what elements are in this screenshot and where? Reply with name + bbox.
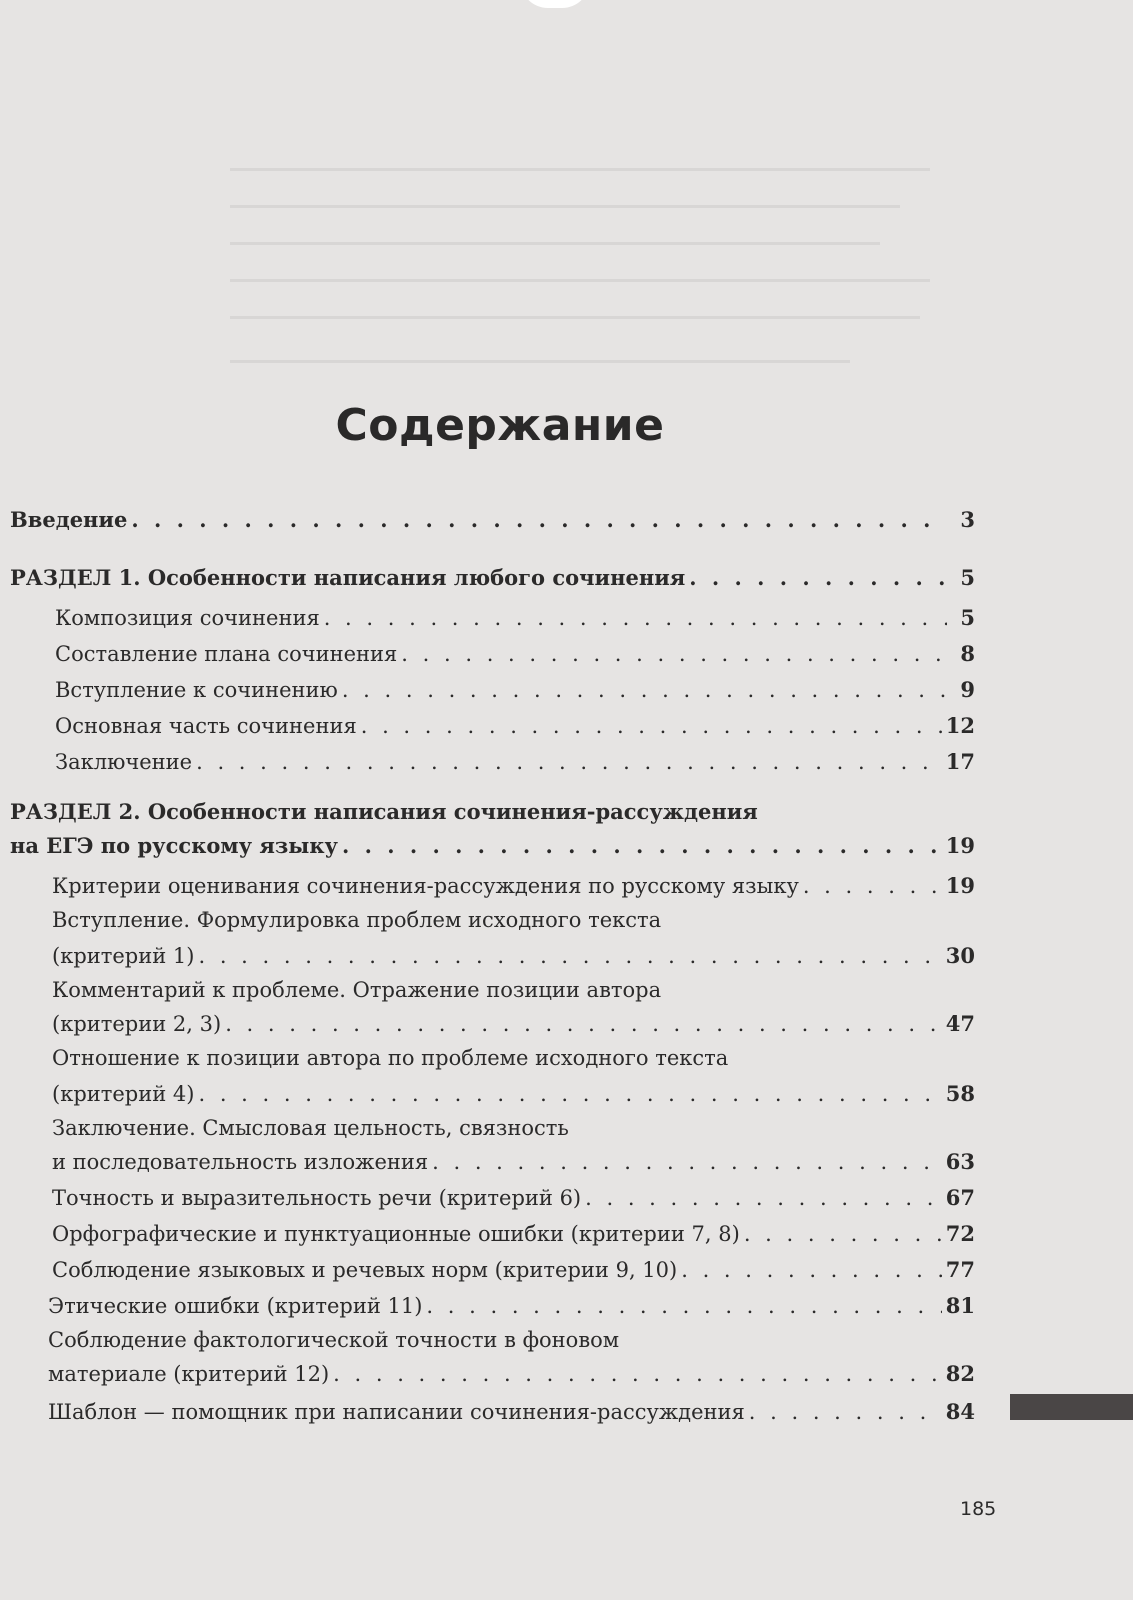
- toc-entry: [52, 1186, 975, 1210]
- dot-leader: [225, 1012, 942, 1036]
- toc-entry-first-line: Соблюдение фактологической точности в фоновом: [48, 1328, 620, 1352]
- toc-entry-first-line: Отношение к позиции автора по проблеме исходного текста: [52, 1046, 729, 1070]
- toc-entry: [48, 1400, 975, 1424]
- toc-entry-title: Составление плана сочинения: [55, 642, 398, 666]
- toc-entry-page: 19: [945, 833, 975, 858]
- toc-entry: [52, 1258, 975, 1282]
- dot-leader: [324, 606, 947, 630]
- toc-entry-page: 58: [945, 1081, 975, 1106]
- toc-entry-page: 5: [960, 565, 975, 590]
- toc-entry: [55, 714, 975, 738]
- toc-entry-page: 81: [945, 1293, 975, 1318]
- toc-entry-title: (критерии 2, 3): [52, 1012, 222, 1036]
- toc-entry-page: 12: [945, 713, 975, 738]
- page-number: 185: [960, 1498, 997, 1520]
- toc-entry: [52, 1012, 975, 1036]
- toc-entry-title: Критерии оценивания сочинения-рассуждения по русскому языку: [52, 874, 799, 898]
- toc-entry-title: Орфографические и пунктуационные ошибки (критерии 7, 8): [52, 1222, 740, 1246]
- toc-entry-title: (критерий 1): [52, 944, 195, 968]
- toc-entry: [55, 750, 975, 774]
- toc-entry: [10, 834, 975, 858]
- toc-entry: [52, 874, 975, 898]
- dot-leader: [744, 1222, 942, 1246]
- toc-entry-first-line: РАЗДЕЛ 2. Особенности написания сочинения-рассуждения: [10, 799, 758, 824]
- toc-entry-page: 5: [960, 605, 975, 630]
- dot-leader: [426, 1294, 941, 1318]
- dot-leader: [342, 678, 947, 702]
- toc-entry-page: 8: [960, 641, 975, 666]
- toc-entry-title: РАЗДЕЛ 1. Особенности написания любого сочинения: [10, 565, 686, 590]
- toc-entry-page: 67: [945, 1185, 975, 1210]
- dot-leader: [196, 750, 942, 774]
- toc-entry-page: 9: [960, 677, 975, 702]
- toc-entry: [48, 1362, 975, 1386]
- toc-entry-title: Соблюдение языковых и речевых норм (критерии 9, 10): [52, 1258, 678, 1282]
- dot-leader: [198, 944, 941, 968]
- toc-entry-title: Введение: [10, 507, 128, 532]
- dot-leader: [432, 1150, 942, 1174]
- toc-entry-title: Точность и выразительность речи (критерий 6): [52, 1186, 582, 1210]
- dot-leader: [681, 1258, 942, 1282]
- toc-entry-page: 82: [945, 1361, 975, 1386]
- toc-entry-title: Шаблон — помощник при написании сочинения-рассуждения: [48, 1400, 745, 1424]
- dot-leader: [401, 642, 947, 666]
- toc-entry: [10, 566, 975, 590]
- dot-leader: [585, 1186, 942, 1210]
- toc-entry: [52, 1222, 975, 1246]
- toc-entry: [52, 944, 975, 968]
- section-thumb-tab: [1010, 1394, 1133, 1420]
- toc-entry-title: Этические ошибки (критерий 11): [48, 1294, 423, 1318]
- dot-leader: [342, 834, 942, 858]
- toc-entry-title: на ЕГЭ по русскому языку: [10, 833, 338, 858]
- toc-entry: [10, 508, 975, 532]
- toc-entry: [55, 606, 975, 630]
- dot-leader: [333, 1362, 942, 1386]
- toc-entry: [55, 642, 975, 666]
- toc-entry-page: 19: [945, 873, 975, 898]
- toc-entry-title: Заключение: [55, 750, 193, 774]
- toc-entry-first-line: Вступление. Формулировка проблем исходного текста: [52, 908, 662, 932]
- page-title: Содержание: [335, 400, 665, 451]
- toc-entry-page: 63: [945, 1149, 975, 1174]
- toc-entry-title: и последовательность изложения: [52, 1150, 429, 1174]
- dot-leader: [361, 714, 942, 738]
- dot-leader: [131, 508, 947, 532]
- toc-entry-page: 3: [960, 507, 975, 532]
- toc-entry-title: Вступление к сочинению: [55, 678, 338, 702]
- toc-entry: [55, 678, 975, 702]
- dot-leader: [803, 874, 942, 898]
- toc-entry: [48, 1294, 975, 1318]
- toc-entry-page: 84: [945, 1399, 975, 1424]
- toc-entry-page: 47: [945, 1011, 975, 1036]
- toc-entry-page: 17: [945, 749, 975, 774]
- dot-leader: [749, 1400, 942, 1424]
- dot-leader: [198, 1082, 941, 1106]
- toc-entry-page: 77: [945, 1257, 975, 1282]
- toc-entry-first-line: Комментарий к проблеме. Отражение позиции автора: [52, 978, 662, 1002]
- dot-leader: [689, 566, 947, 590]
- toc-entry-first-line: Заключение. Смысловая цельность, связность: [52, 1116, 569, 1140]
- toc-entry: [52, 1150, 975, 1174]
- toc-entry: [52, 1082, 975, 1106]
- toc-entry-title: Основная часть сочинения: [55, 714, 357, 738]
- toc-entry-page: 72: [945, 1221, 975, 1246]
- toc-entry-title: (критерий 4): [52, 1082, 195, 1106]
- toc-entry-title: Композиция сочинения: [55, 606, 320, 630]
- toc-entry-title: материале (критерий 12): [48, 1362, 330, 1386]
- toc-entry-page: 30: [945, 943, 975, 968]
